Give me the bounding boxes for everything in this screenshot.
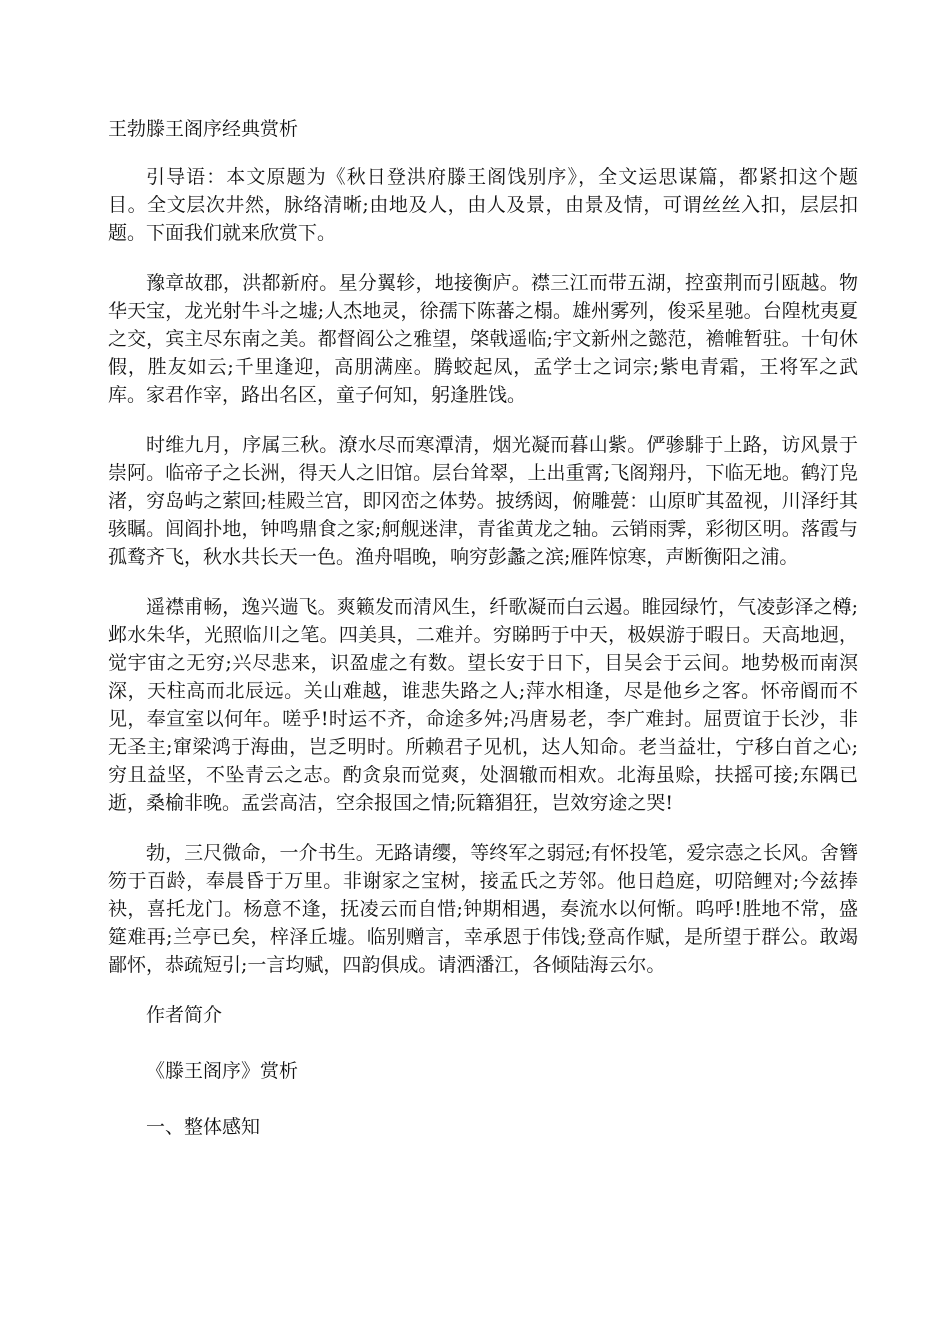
section-heading-author: 作者简介 bbox=[146, 1004, 223, 1026]
section-heading-analysis: 《滕王阁序》赏析 bbox=[146, 1060, 299, 1082]
section-heading-overview: 一、整体感知 bbox=[146, 1116, 261, 1138]
document-page bbox=[108, 115, 858, 1169]
intro-paragraph: 引导语：本文原题为《秋日登洪府滕王阁饯别序》，全文运思谋篇，都紧扣这个题目。全文层次井然，脉络清晰;由地及人，由人及景，由景及情，可谓丝丝入扣，层层扣题。下面我们就来欣赏下。 bbox=[108, 166, 858, 244]
text-paragraph-3: 遥襟甫畅，逸兴遄飞。爽籁发而清风生，纤歌凝而白云遏。睢园绿竹，气凌彭泽之樽;邺水朱华，光照临川之笔。四美具，二难并。穷睇眄于中天，极娱游于暇日。天高地迥，觉宇宙之无穷;兴尽悲来，识盈虚之有数。望长安于日下，目吴会于云间。地势极而南溟深，天柱高而北辰远。关山难越，谁悲失路之人;萍水相逢，尽是他乡之客。怀帝阍而不见，奉宣室以何年。嗟乎!时运不齐，命途多舛;冯唐易老，李广难封。屈贾谊于长沙，非无圣主;窜梁鸿于海曲，岂乏明时。所赖君子见机，达人知命。老当益壮，宁移白首之心;穷且益坚，不坠青云之志。酌贪泉而觉爽，处涸辙而相欢。北海虽赊，扶摇可接;东隅已逝，桑榆非晚。孟尝高洁，空余报国之情;阮籍猖狂，岂效穷途之哭! bbox=[108, 596, 858, 814]
document-title: 王勃滕王阁序经典赏析 bbox=[108, 118, 299, 140]
text-paragraph-1: 豫章故郡，洪都新府。星分翼轸，地接衡庐。襟三江而带五湖，控蛮荆而引瓯越。物华天宝，龙光射牛斗之墟;人杰地灵，徐孺下陈蕃之榻。雄州雾列，俊采星驰。台隍枕夷夏之交，宾主尽东南之美。都督阎公之雅望，棨戟遥临;宇文新州之懿范，襜帷暂驻。十旬休假，胜友如云;千里逢迎，高朋满座。腾蛟起凤，孟学士之词宗;紫电青霜，王将军之武库。家君作宰，路出名区，童子何知，躬逢胜饯。 bbox=[108, 272, 858, 406]
text-paragraph-2: 时维九月，序属三秋。潦水尽而寒潭清，烟光凝而暮山紫。俨骖騑于上路，访风景于崇阿。临帝子之长洲，得天人之旧馆。层台耸翠，上出重霄;飞阁翔丹，下临无地。鹤汀凫渚，穷岛屿之萦回;桂殿兰宫，即冈峦之体势。披绣闼，俯雕甍：山原旷其盈视，川泽纡其骇瞩。闾阎扑地，钟鸣鼎食之家;舸舰迷津，青雀黄龙之轴。云销雨霁，彩彻区明。落霞与孤鹜齐飞，秋水共长天一色。渔舟唱晚，响穷彭蠡之滨;雁阵惊寒，声断衡阳之浦。 bbox=[108, 434, 858, 568]
text-paragraph-4: 勃，三尺微命，一介书生。无路请缨，等终军之弱冠;有怀投笔，爱宗悫之长风。舍簪笏于百龄，奉晨昏于万里。非谢家之宝树，接孟氏之芳邻。他日趋庭，叨陪鲤对;今兹捧袂，喜托龙门。杨意不逢，抚凌云而自惜;钟期相遇，奏流水以何惭。呜呼!胜地不常，盛筵难再;兰亭已矣，梓泽丘墟。临别赠言，幸承恩于伟饯;登高作赋，是所望于群公。敢竭鄙怀，恭疏短引;一言均赋，四韵俱成。请洒潘江，各倾陆海云尔。 bbox=[108, 842, 858, 976]
